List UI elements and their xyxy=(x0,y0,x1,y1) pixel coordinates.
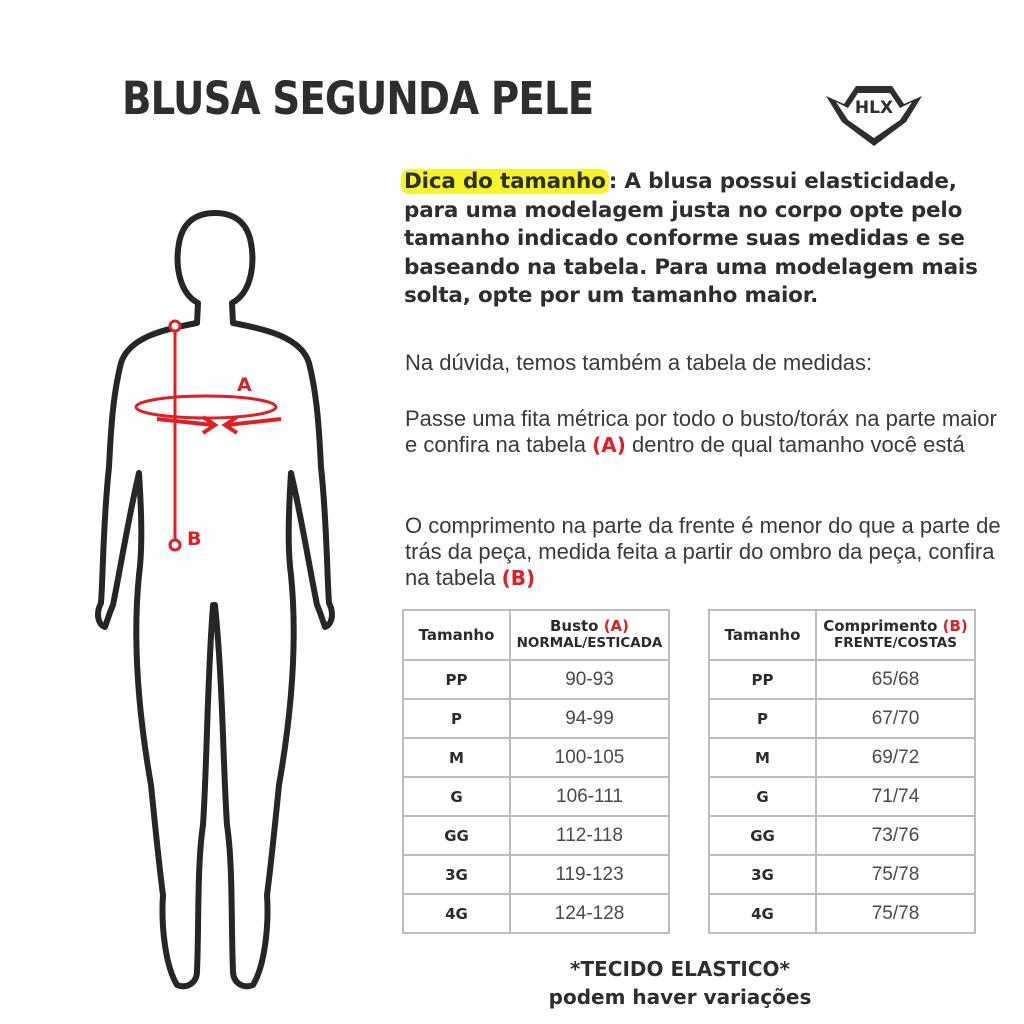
bust-col-value xyxy=(510,610,669,660)
bust-col-value-sub: NORMAL/ESTICADA xyxy=(516,635,663,651)
value-cell: 67/70 xyxy=(816,699,975,738)
table-row xyxy=(403,816,669,855)
value-cell: 90-93 xyxy=(510,660,669,699)
fabric-note xyxy=(480,955,880,1011)
table-row xyxy=(403,894,669,933)
value-cell: 124-128 xyxy=(510,894,669,933)
table-row xyxy=(709,699,975,738)
body-outline xyxy=(98,213,332,986)
bust-table-ref: (A) xyxy=(592,433,626,457)
size-cell: GG xyxy=(403,816,510,855)
value-cell: 65/68 xyxy=(816,660,975,699)
size-cell: G xyxy=(403,777,510,816)
fabric-note-line2: podem haver variações xyxy=(548,985,812,1009)
label-b: B xyxy=(187,528,202,550)
length-instructions-text: O comprimento na parte da frente é menor do que a parte de trás da peça, medida feita a partir do ombro da peça, confira na tabela xyxy=(405,513,1001,590)
table-row xyxy=(403,777,669,816)
value-cell: 75/78 xyxy=(816,855,975,894)
fabric-note-line1: *TECIDO ELASTICO* xyxy=(570,957,790,981)
bust-col-value-label: Busto xyxy=(549,617,599,635)
table-row xyxy=(403,699,669,738)
value-cell: 71/74 xyxy=(816,777,975,816)
value-cell: 106-111 xyxy=(510,777,669,816)
value-cell: 119-123 xyxy=(510,855,669,894)
value-cell: 94-99 xyxy=(510,699,669,738)
size-tip-body: : A blusa possui elasticidade, para uma modelagem justa no corpo opte pelo tamanho indicado conforme suas medidas e se baseando na tabela. Para uma modelagem mais solta, opte por um tamanho maior. xyxy=(404,169,978,308)
size-cell: 4G xyxy=(709,894,816,933)
bust-col-size: Tamanho xyxy=(403,610,510,660)
size-cell: M xyxy=(403,738,510,777)
intro-paragraph: Na dúvida, temos também a tabela de medidas: xyxy=(405,350,873,375)
size-cell: G xyxy=(709,777,816,816)
table-row xyxy=(709,816,975,855)
page-title: BLUSA SEGUNDA PELE xyxy=(122,72,594,125)
table-row xyxy=(709,894,975,933)
value-cell: 75/78 xyxy=(816,894,975,933)
bust-size-table xyxy=(402,609,670,934)
length-col-value xyxy=(816,610,975,660)
bust-col-value-ref: (A) xyxy=(603,617,630,635)
table-row xyxy=(709,777,975,816)
logo-text: HLX xyxy=(854,98,894,118)
table-row xyxy=(709,855,975,894)
value-cell: 112-118 xyxy=(510,816,669,855)
length-instructions xyxy=(405,513,1005,591)
length-col-size: Tamanho xyxy=(709,610,816,660)
hlx-shield-logo xyxy=(822,82,926,148)
length-col-value-label: Comprimento xyxy=(823,617,938,635)
measure-tape-a xyxy=(136,396,281,433)
table-row xyxy=(403,660,669,699)
size-cell: M xyxy=(709,738,816,777)
size-cell: GG xyxy=(709,816,816,855)
label-a: A xyxy=(237,374,252,396)
length-size-table xyxy=(708,609,976,934)
length-table-ref: (B) xyxy=(501,566,536,590)
size-tip-highlight: Dica do tamanho xyxy=(401,169,609,194)
bust-instructions-text: Passe uma fita métrica por todo o busto/toráx na parte maior e confira na tabela xyxy=(405,406,997,457)
measure-line-b xyxy=(170,321,180,550)
size-cell: PP xyxy=(403,660,510,699)
size-tip xyxy=(404,168,1004,311)
size-cell: P xyxy=(403,699,510,738)
table-row xyxy=(403,738,669,777)
size-cell: PP xyxy=(709,660,816,699)
value-cell: 73/76 xyxy=(816,816,975,855)
body-measurement-figure xyxy=(95,205,355,995)
length-col-value-sub: FRENTE/COSTAS xyxy=(834,635,957,651)
size-cell: 4G xyxy=(403,894,510,933)
bust-instructions xyxy=(405,406,1005,458)
size-cell: P xyxy=(709,699,816,738)
size-cell: 3G xyxy=(403,855,510,894)
length-col-value-ref: (B) xyxy=(942,617,968,635)
table-row xyxy=(709,660,975,699)
table-row xyxy=(403,855,669,894)
table-row xyxy=(709,738,975,777)
value-cell: 69/72 xyxy=(816,738,975,777)
size-cell: 3G xyxy=(709,855,816,894)
value-cell: 100-105 xyxy=(510,738,669,777)
bust-instructions-end: dentro de qual tamanho você está xyxy=(625,432,965,457)
